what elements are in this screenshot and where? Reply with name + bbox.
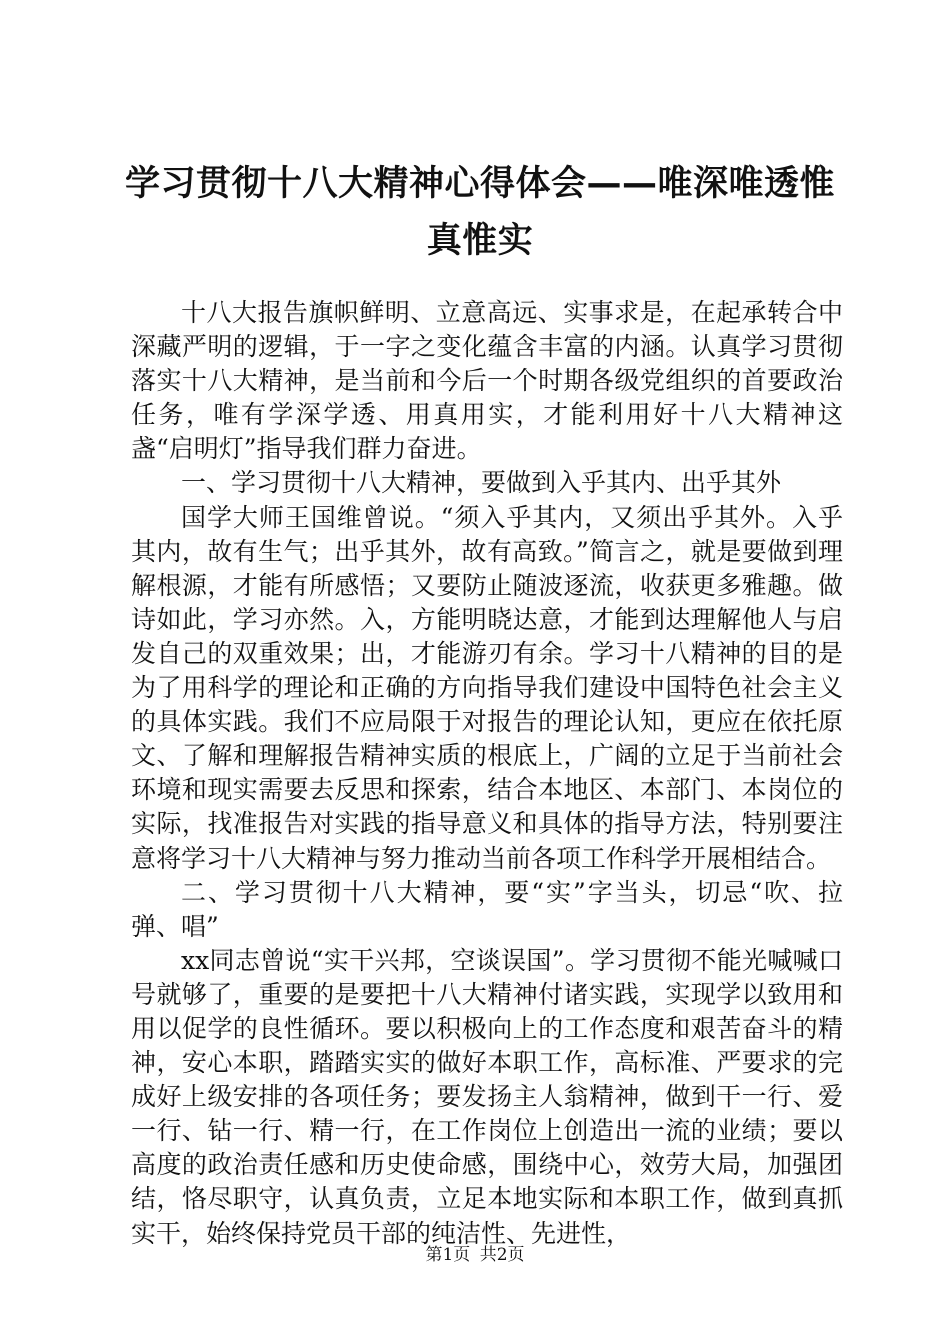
document-title: 学习贯彻十八大精神心得体会——唯深唯透惟真惟实 [124,164,835,261]
paragraph-section-1: 国学大师王国维曾说。“须入乎其内，又须出乎其外。入乎其内，故有生气；出乎其外，故有高致。”简言之，就是要做到理解根源，才能有所感悟；又要防止随波逐流，收获更多雅趣。做诗如此，学习亦然。入，方能明晓达意，才能到达理解他人与启发自己的双重效果；出，才能游刃有余。学习十八精神的目的是为了用科学的理论和正确的方向指导我们建设中国特色社会主义的具体实践。我们不应局限于对报告的理论认知，更应在依托原文、了解和理解报告精神实质的根底上，广阔的立足于当前社会环境和现实需要去反思和探索，结合本地区、本部门、本岗位的实际，找准报告对实践的指导意义和具体的指导方法，特别要注意将学习十八大精神与努力推动当前各项工作科学开展相结合。 [131,502,843,873]
paragraph-intro: 十八大报告旗帜鲜明、立意高远、实事求是，在起承转合中深藏严明的逻辑，于一字之变化蕴含丰富的内涵。认真学习贯彻落实十八大精神，是当前和今后一个时期各级党组织的首要政治任务，唯有学深学透、用真用实，才能利用好十八大精神这盏“启明灯”指导我们群力奋进。 [131,298,843,464]
page-footer [0,1244,950,1266]
section-heading-2: 二、学习贯彻十八大精神，要“实”字当头，切忌“吹、拉弹、唱” [131,877,843,941]
section-heading-1: 一、学习贯彻十八大精神，要做到入乎其内、出乎其外 [181,468,782,498]
document-body [131,296,843,1251]
paragraph-section-2: xx同志曾说“实干兴邦，空谈误国”。学习贯彻不能光喊喊口号就够了，重要的是要把十八大精神付诸实践，实现学以致用和用以促学的良性循环。要以积极向上的工作态度和艰苦奋斗的精神，安心本职，踏踏实实的做好本职工作，高标准、严要求的完成好上级安排的各项任务；要发扬主人翁精神，做到干一行、爱一行、钻一行、精一行，在工作岗位上创造出一流的业绩；要以高度的政治责任感和历史使命感，围绕中心，效劳大局，加强团结，恪尽职守，认真负责，立足本地实际和本职工作，做到真抓实干，始终保持党员干部的纯洁性、先进性， [131,945,843,1248]
page-total: 共2页 [479,1245,525,1265]
page-number: 第1页 [425,1245,471,1265]
